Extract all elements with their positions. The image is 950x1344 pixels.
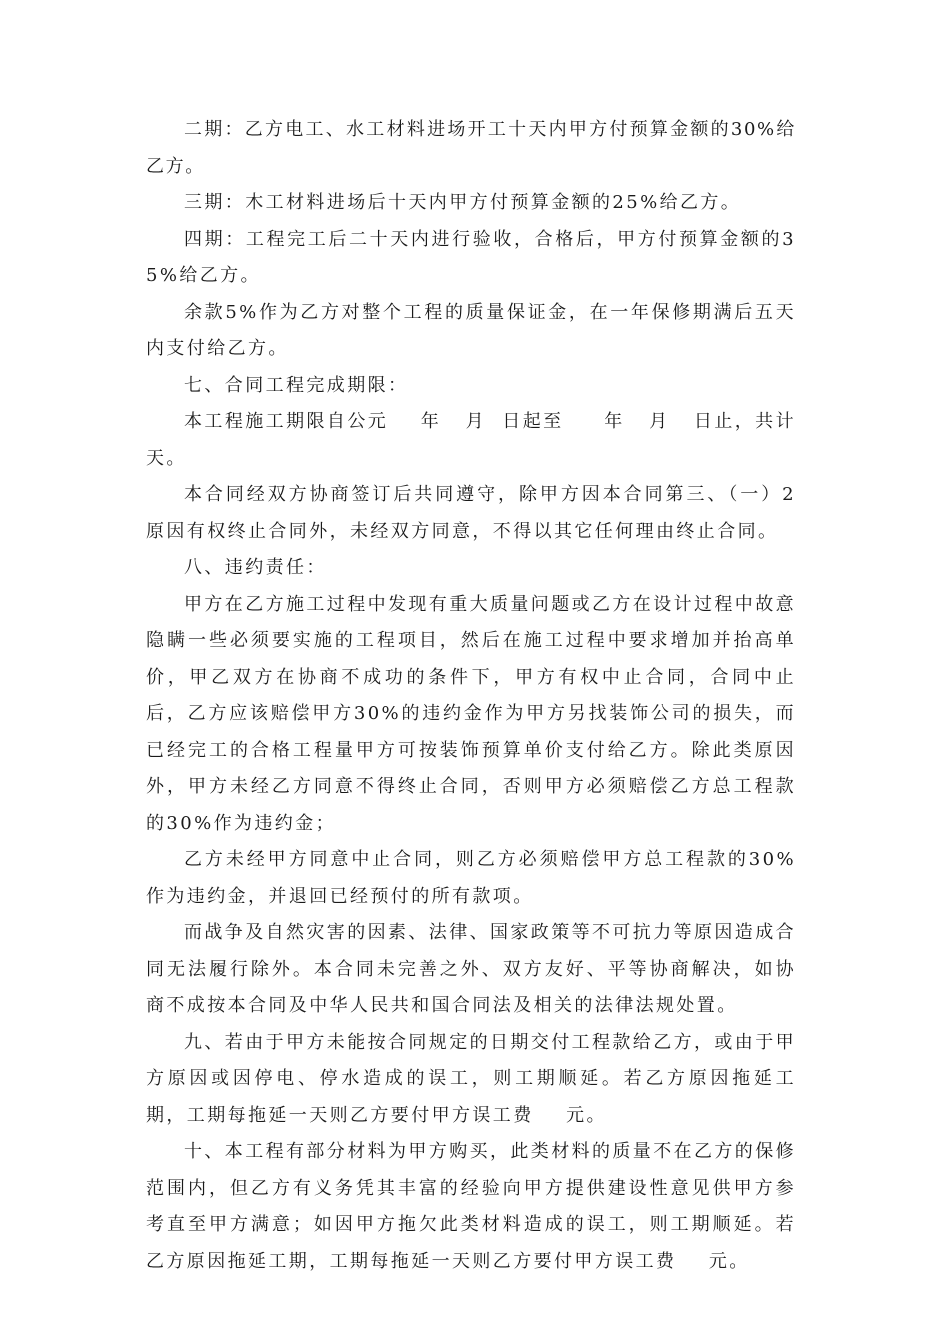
- section-ten-materials: 十、本工程有部分材料为甲方购买，此类材料的质量不在乙方的保修范围内，但乙方有义务凭其丰富的经验向甲方提供建设性意见供甲方参考直至甲方满意；如因甲方拖欠此类材料造成的误工，则工期顺延。若乙方原因拖延工期，工期每拖延一天则乙方要付甲方误工费 元。: [146, 1141, 796, 1272]
- section-heading-completion-period: 七、合同工程完成期限：: [184, 374, 409, 396]
- paragraph-force-majeure: 而战争及自然灾害的因素、法律、国家政策等不可抗力等原因造成合同无法履行除外。本合同未完善之外、双方友好、平等协商解决，如协商不成按本合同及中华人民共和国合同法及相关的法律法规处置。: [146, 922, 796, 1016]
- document-page: [146, 112, 821, 1280]
- paragraph-construction-period: 本工程施工期限自公元 年 月 日起至 年 月 日止，共计 天。: [146, 411, 821, 469]
- paragraph-payment-phase-2: 二期：乙方电工、水工材料进场开工十天内甲方付预算金额的30%给乙方。: [146, 119, 796, 177]
- paragraph-party-a-breach: 甲方在乙方施工过程中发现有重大质量问题或乙方在设计过程中故意隐瞒一些必须要实施的工程项目，然后在施工过程中要求增加并抬高单价，甲乙双方在协商不成功的条件下，甲方有权中止合同，合同中止后，乙方应该赔偿甲方30%的违约金作为甲方另找装饰公司的损失，而已经完工的合格工程量甲方可按装饰预算单价支付给乙方。除此类原因外，甲方未经乙方同意不得终止合同，否则甲方必须赔偿乙方总工程款的30%作为违约金；: [146, 593, 796, 834]
- paragraph-payment-phase-4: 四期：工程完工后二十天内进行验收，合格后，甲方付预算金额的35%给乙方。: [146, 228, 796, 286]
- paragraph-payment-phase-3: 三期：木工材料进场后十天内甲方付预算金额的25%给乙方。: [184, 192, 742, 213]
- paragraph-party-b-breach: 乙方未经甲方同意中止合同，则乙方必须赔偿甲方总工程款的30%作为违约金，并退回已经预付的所有款项。: [146, 849, 796, 907]
- paragraph-retention-money: 余款5%作为乙方对整个工程的质量保证金，在一年保修期满后五天内支付给乙方。: [146, 301, 796, 359]
- section-heading-breach-liability: 八、违约责任：: [184, 557, 327, 578]
- section-nine-delay: 九、若由于甲方未能按合同规定的日期交付工程款给乙方，或由于甲方原因或因停电、停水造成的误工，则工期顺延。若乙方原因拖延工期，工期每拖延一天则乙方要付甲方误工费 元。: [146, 1031, 796, 1126]
- paragraph-termination: 本合同经双方协商签订后共同遵守，除甲方因本合同第三、（一）2原因有权终止合同外，未经双方同意，不得以其它任何理由终止合同。: [146, 484, 796, 542]
